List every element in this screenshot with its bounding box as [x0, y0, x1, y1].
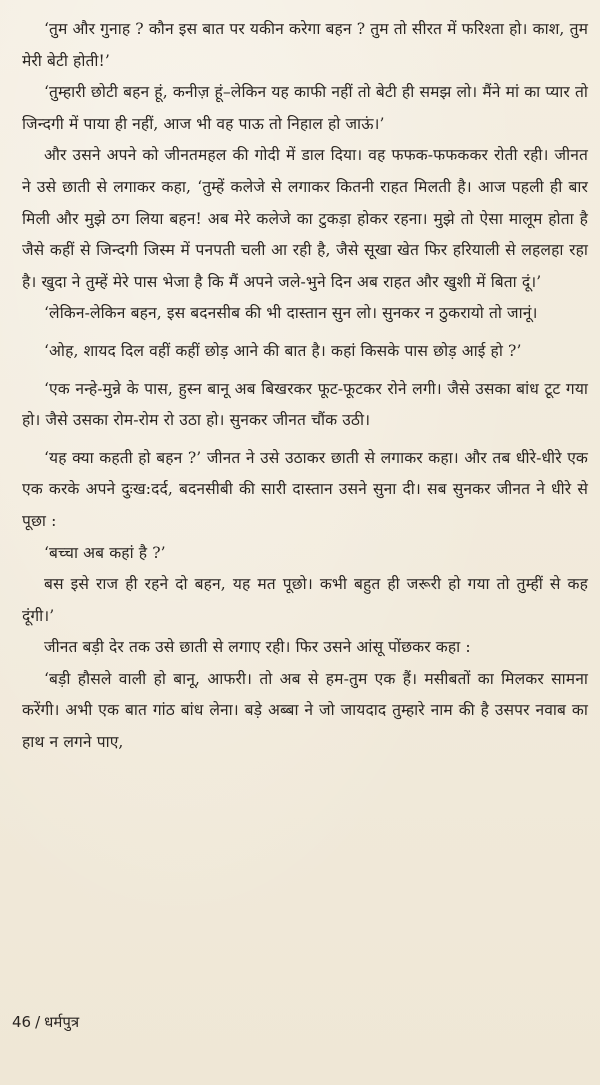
paragraph-8: ‘बच्चा अब कहां है ?’	[44, 543, 166, 562]
page-number: 46	[12, 1013, 32, 1031]
paragraph-3: और उसने अपने को जीनतमहल की गोदी में डाल दिया। वह फफक-फफककर रोती रही। जीनत ने उसे छाती से लगाकर कहा, ‘तुम्हें कलेजे से लगाकर कितनी राहत मिलती है। आज पहली ही बार मिली और मुझे ठग लिया बहन! अब मेरे कलेजे का टुकड़ा होकर रहना। मुझे तो ऐसा मालूम होता है जैसे कहीं से जिन्दगी जिस्म में पनपती चली आ रही है, जैसे सूखा खेत फिर हरियाली से लहलहा रहा है। खुदा ने तुम्हें मेरे पास भेजा है कि मैं अपने जले-भुने दिन अब राहत और खुशी में बिता दूं।’	[22, 146, 588, 291]
paragraph-11: ‘बड़ी हौसले वाली हो बानू, आफरी। तो अब से हम-तुम एक हैं। मसीबतों का मिलकर सामना करेंगी। अभी एक बात गांठ बांध लेना। बड़े अब्बा ने जो जायदाद तुम्हारे नाम की है उसपर नवाब का हाथ न लगने पाए,	[22, 669, 588, 752]
book-title: धर्मपुत्र	[44, 1013, 80, 1031]
paragraph-5: ‘ओह, शायद दिल वहीं कहीं छोड़ आने की बात है। कहां किसके पास छोड़ आई हो ?’	[44, 341, 522, 360]
paragraph-4: ‘लेकिन-लेकिन बहन, इस बदनसीब की भी दास्तान सुन लो। सुनकर न ठुकरायो तो जानूं।	[44, 304, 538, 323]
body-text	[22, 14, 588, 759]
paragraph-7: ‘यह क्या कहती हो बहन ?’ जीनत ने उसे उठाकर छाती से लगाकर कहा। और तब धीरे-धीरे एक एक करके अपने दुःख:दर्द, बदनसीबी की सारी दास्तान उसने सुना दी। सब सुनकर जीनत ने धीरे से पूछा :	[22, 448, 588, 530]
footer-separator: /	[35, 1013, 41, 1031]
paragraph-2: ‘तुम्हारी छोटी बहन हूं, कनीज़ हूं–लेकिन यह काफी नहीं तो बेटी ही समझ लो। मैंने मां का प्यार तो जिन्दगी में पाया ही नहीं, आज भी वह पाऊ तो निहाल हो जाऊं।’	[22, 83, 588, 133]
paragraph-10: जीनत बड़ी देर तक उसे छाती से लगाए रही। फिर उसने आंसू पोंछकर कहा :	[44, 638, 471, 657]
paragraph-9: बस इसे राज ही रहने दो बहन, यह मत पूछो। कभी बहुत ही जरूरी हो गया तो तुम्हीं से कह दूंगी।’	[22, 575, 588, 625]
paragraph-6: ‘एक नन्हे-मुन्ने के पास, हुस्न बानू अब बिखरकर फूट-फूटकर रोने लगी। जैसे उसका बांध टूट गया हो। जैसे उसका रोम-रोम रो उठा हो। सुनकर जीनत चौंक उठी।	[22, 379, 588, 430]
page-footer	[12, 1012, 79, 1032]
paragraph-1: ‘तुम और गुनाह ? कौन इस बात पर यकीन करेगा बहन ? तुम तो सीरत में फरिश्ता हो। काश, तुम मेरी बेटी होती!’	[22, 20, 588, 70]
